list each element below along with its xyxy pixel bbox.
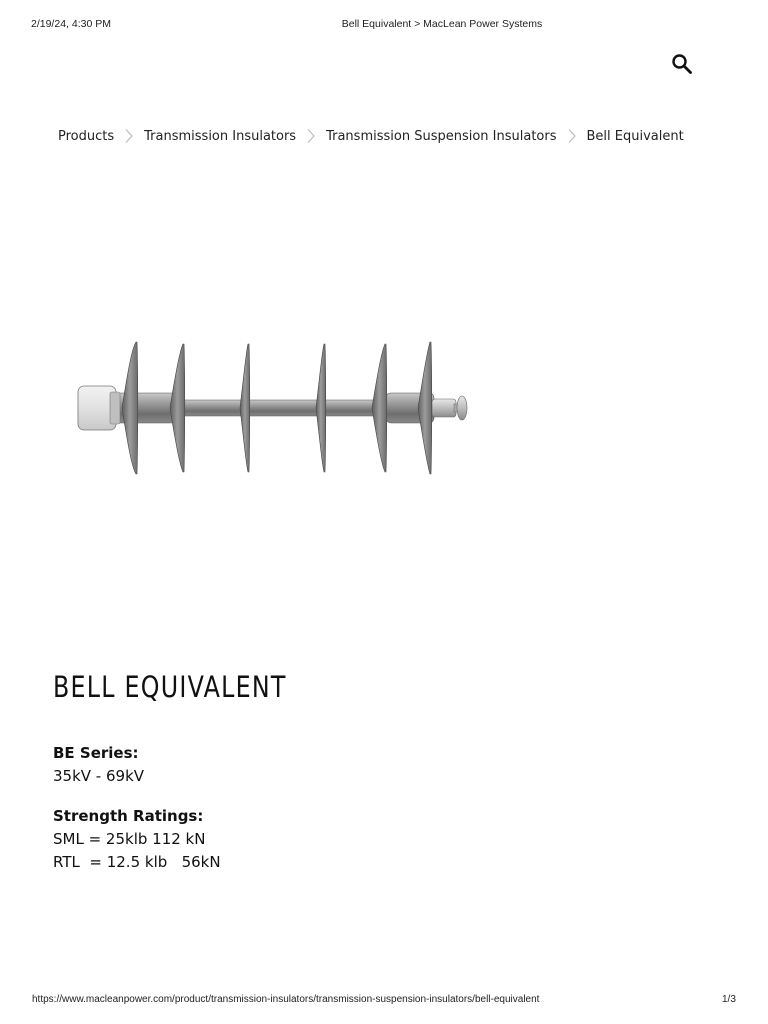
- search-button[interactable]: [670, 52, 694, 76]
- chevron-right-icon: [296, 128, 326, 144]
- series-value: 35kV - 69kV: [53, 767, 145, 785]
- breadcrumb: [58, 128, 684, 144]
- print-url: https://www.macleanpower.com/product/transmission-insulators/transmission-suspension-insulators/bell-equivalent: [32, 994, 540, 1005]
- series-spec: [53, 742, 144, 788]
- breadcrumb-transmission-suspension-insulators[interactable]: Transmission Suspension Insulators: [326, 128, 557, 144]
- search-icon: [670, 52, 694, 76]
- strength-spec: [53, 805, 221, 874]
- chevron-right-icon: [114, 128, 144, 144]
- chevron-right-icon: [557, 128, 587, 144]
- print-page-title: Bell Equivalent > MacLean Power Systems: [341, 18, 543, 30]
- breadcrumb-transmission-insulators[interactable]: Transmission Insulators: [144, 128, 297, 144]
- print-page-number: 1/3: [722, 994, 736, 1005]
- print-date: 2/19/24, 4:30 PM: [31, 18, 111, 30]
- page-title: BELL EQUIVALENT: [53, 670, 287, 704]
- series-label: BE Series:: [53, 744, 139, 762]
- strength-rtl: RTL = 12.5 klb 56kN: [53, 853, 221, 871]
- strength-label: Strength Ratings:: [53, 807, 204, 825]
- breadcrumb-products[interactable]: Products: [58, 128, 115, 144]
- strength-sml: SML = 25klb 112 kN: [53, 830, 206, 848]
- product-image: [70, 330, 480, 490]
- breadcrumb-bell-equivalent: Bell Equivalent: [586, 128, 684, 144]
